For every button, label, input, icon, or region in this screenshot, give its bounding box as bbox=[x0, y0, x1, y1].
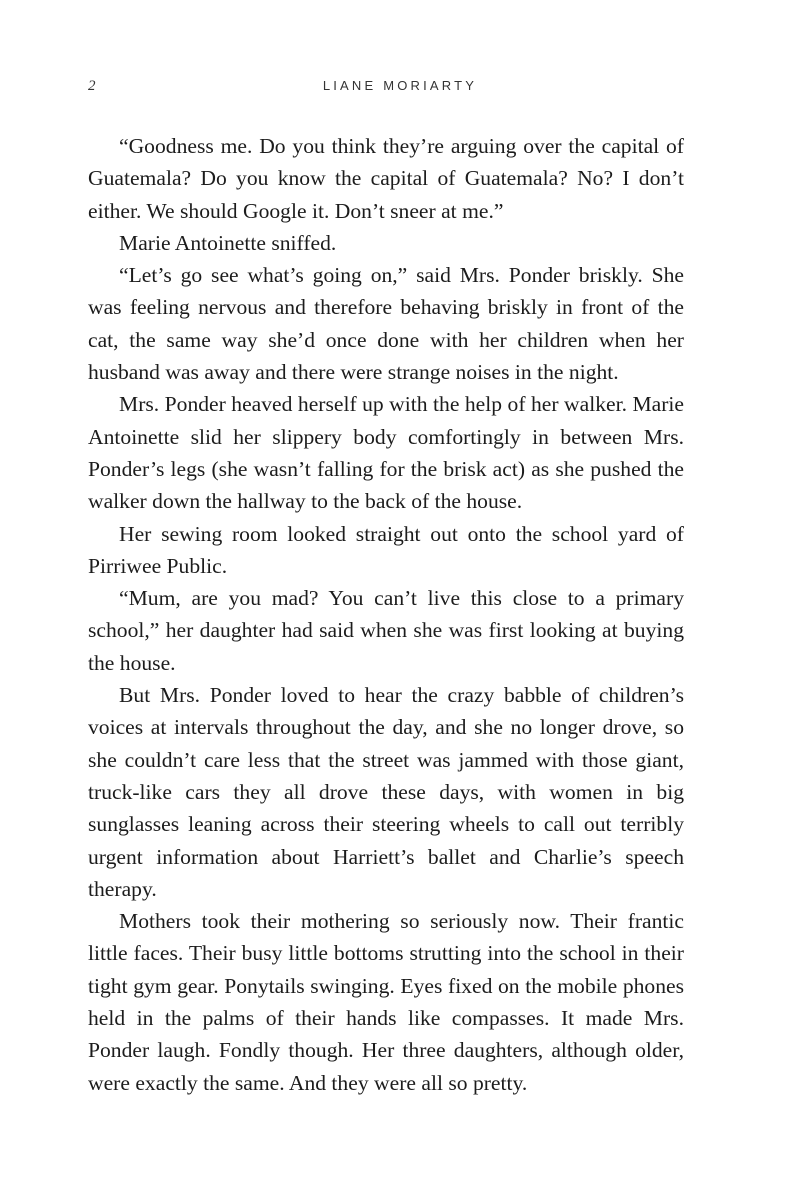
body-text bbox=[88, 130, 684, 1099]
running-head-author: LIANE MORIARTY bbox=[322, 78, 478, 93]
running-head bbox=[0, 78, 800, 100]
page-number: 2 bbox=[88, 78, 96, 94]
paragraph: Mothers took their mothering so seriously now. Their frantic little faces. Their busy little bottoms strutting into the school in their tight gym gear. Ponytails swinging. Eyes fixed on the mobile phones held in the palms of their hands like compasses. It made Mrs. Ponder laugh. Fondly though. Her three daughters, although older, were exactly the same. And they were all so pretty. bbox=[88, 909, 684, 1095]
paragraph: But Mrs. Ponder loved to hear the crazy babble of children’s voices at intervals throughout the day, and she no longer drove, so she couldn’t care less that the street was jammed with those giant, truck-like cars they all drove these days, with women in big sunglasses leaning across their steering wheels to call out terribly urgent information about Harriett’s ballet and Charlie’s speech therapy. bbox=[88, 683, 684, 901]
paragraph: Marie Antoinette sniffed. bbox=[119, 230, 337, 255]
paragraph: Her sewing room looked straight out onto the school yard of Pirriwee Public. bbox=[88, 521, 684, 578]
paragraph: “Let’s go see what’s going on,” said Mrs. Ponder briskly. She was feeling nervous and therefore behaving briskly in front of the cat, the same way she’d once done with her children when her husband was away and there were strange noises in the night. bbox=[88, 263, 684, 385]
paragraph: “Goodness me. Do you think they’re arguing over the capital of Guatemala? Do you know the capital of Guatemala? No? I don’t either. We should Google it. Don’t sneer at me.” bbox=[88, 134, 684, 223]
paragraph: “Mum, are you mad? You can’t live this close to a primary school,” her daughter had said when she was first looking at buying the house. bbox=[88, 586, 684, 675]
paragraph: Mrs. Ponder heaved herself up with the help of her walker. Marie Antoinette slid her slippery body comfortingly in between Mrs. Ponder’s legs (she wasn’t falling for the brisk act) as she pushed the walker down the hallway to the back of the house. bbox=[88, 392, 684, 514]
